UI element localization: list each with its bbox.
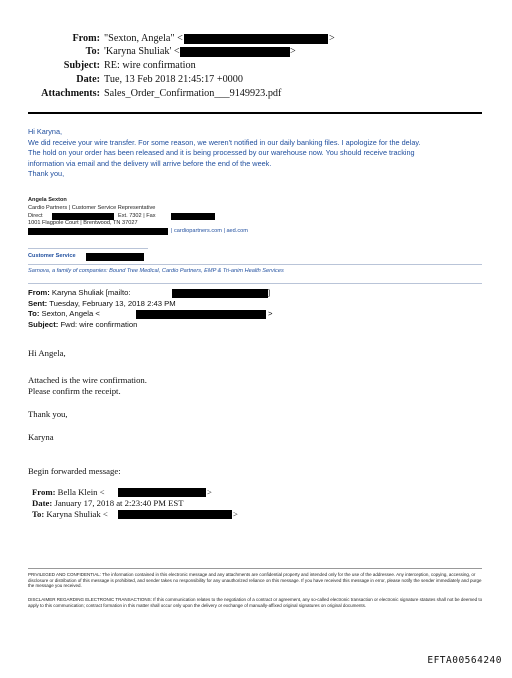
disclaimer-electronic: DISCLAIMER REGARDING ELECTRONIC TRANSACTIONS: If this communication relates to the negotiation of a contract or agreement, any so-called electronic transaction or electronic signature statutes shall not be deemed to apply to this communication; contract formation in this matter shall occur only upon the delivery or exchange of manually-affixed original signatures on original documents. [28,597,483,608]
redaction-original-from [118,488,206,497]
forward-body [28,348,66,359]
header-date-value: Tue, 13 Feb 2018 21:45:17 +0000 [104,74,243,85]
karyna-greeting: Hi Angela, [28,348,66,358]
reply-line-2: The hold on your order has been released and it is being processed by our warehouse now. You should receive tracking [28,148,415,157]
karyna-line-2: Please confirm the receipt. [28,386,121,396]
family-of-companies: Sarnova, a family of companies: Bound Tree Medical, Cardio Partners, EMP & Tri-anim Health Services [28,268,284,274]
signature-websites[interactable]: | cardiopartners.com | aed.com [171,228,248,235]
original-from-value: Bella Klein < [57,487,105,497]
header-to-value: 'Karyna Shuliak' < [104,46,180,57]
forward-to-value: Sexton, Angela < [41,309,100,318]
signature-divider [28,248,148,249]
forward-from-label: From: [28,288,50,297]
original-date-label: Date: [32,498,53,508]
redaction-forward-to [136,310,266,319]
signature-address: 1001 Flagpole Court | Brentwood, TN 37027 [28,220,138,227]
forward-to-close: > [268,309,273,318]
original-header [32,487,332,520]
original-date-value: January 17, 2018 at 2:23:40 PM EST [54,498,184,508]
header-subject-value: RE: wire confirmation [104,60,196,71]
header-date-label: Date: [76,74,100,85]
reply-closing: Thank you, [28,169,65,178]
forward-from-close: ] [268,288,271,297]
original-to-value: Karyna Shuliak < [46,509,108,519]
karyna-line-1: Attached is the wire confirmation. [28,375,147,385]
header-to-label: To: [85,46,100,57]
original-to-close: > [233,509,238,519]
header-from-label: From: [72,33,100,44]
header-divider [28,112,482,114]
redaction-forward-from [172,288,271,298]
forward-subject-value: Fwd: wire confirmation [60,319,138,329]
document-id: EFTA00564240 [427,655,502,666]
redaction-original-to [118,510,232,519]
header-from-close: > [329,33,335,44]
forward-to-label: To: [28,309,40,318]
disclaimer-privileged: PRIVILEGED AND CONFIDENTIAL: The information contained in this electronic message and any attachments are confidential property and intended only for the use of the addressee. Any interception, copying, accessing, or disclosure or distribution of this message is prohibited, and sender takes no responsibility for any unauthorized reliance on this message. If you have received this message in error, please notify the sender immediately and purge the message you received. [28,572,482,589]
header-attachments-value[interactable]: Sales_Order_Confirmation___9149923.pdf [104,88,282,99]
original-from-close: > [207,487,212,497]
header-from-value: "Sexton, Angela" < [104,33,183,44]
header-subject-label: Subject: [63,60,100,71]
redaction-fax [171,213,215,220]
family-divider [28,264,482,265]
original-from-label: From: [32,487,56,497]
forward-from-value: Karyna Shuliak [mailto: [51,288,131,297]
forward-divider [28,283,482,284]
redaction-to-email [180,47,290,57]
signature-direct-label: Direct [28,212,43,219]
reply-body [28,127,498,180]
signature-ext: Ext. 7302 | Fax [118,212,156,219]
reply-greeting: Hi Karyna, [28,127,63,136]
forward-sent-label: Sent: [28,298,48,308]
header-to-close: > [290,46,296,57]
forward-subject-label: Subject: [28,319,59,329]
customer-service-label: Customer Service [28,253,76,259]
karyna-thanks: Thank you, [28,409,68,419]
reply-line-1: We did receive your wire transfer. For some reason, we weren't notified in our daily banking files. I apologize for the delay. [28,137,421,147]
forward-header [28,288,488,330]
begin-forwarded: Begin forwarded message: [28,466,121,476]
disclaimer-divider [28,568,482,569]
signature-block [28,197,328,236]
header-attachments-label: Attachments: [41,88,100,99]
redaction-signature-email [28,228,168,235]
forward-sent-value: Tuesday, February 13, 2018 2:43 PM [49,298,176,308]
redaction-customer-service [86,253,144,261]
original-to-label: To: [32,509,45,519]
karyna-name: Karyna [28,432,54,442]
redaction-direct-phone [52,213,114,220]
signature-title: Cardio Partners | Customer Service Representative [28,204,156,211]
redaction-from-email [184,34,328,44]
reply-line-3: information via email and the delivery will arrive before the end of the week. [28,158,272,168]
signature-name: Angela Sexton [28,197,67,203]
